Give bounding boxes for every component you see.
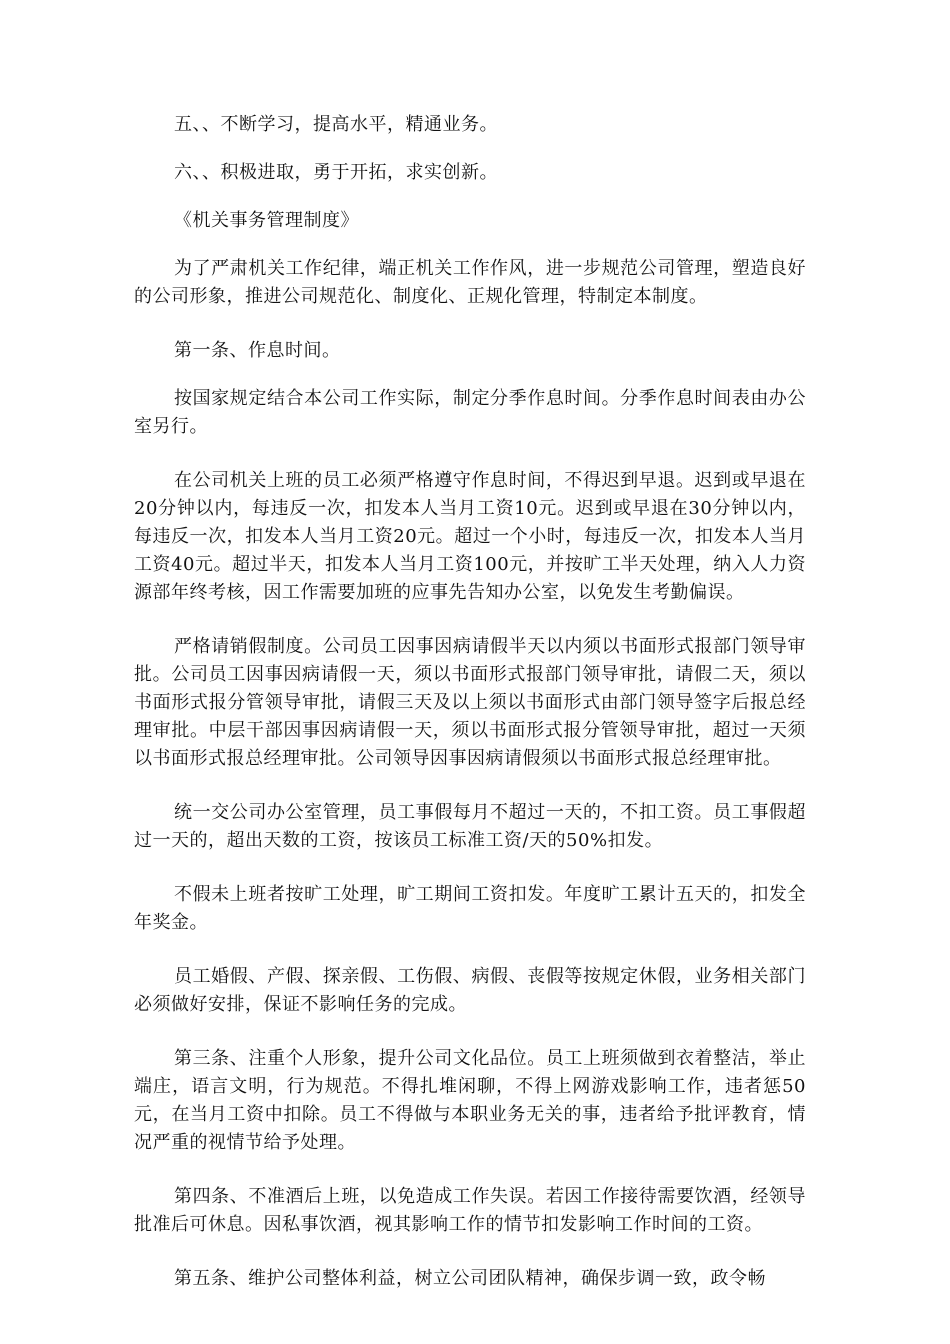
paragraph-absenteeism: 不假未上班者按旷工处理，旷工期间工资扣发。年度旷工累计五天的，扣发全年奖金。 xyxy=(134,884,806,933)
paragraph-schedule: 按国家规定结合本公司工作实际，制定分季作息时间。分季作息时间表由办公室另行。 xyxy=(134,388,806,437)
paragraph-article-5: 第五条、维护公司整体利益，树立公司团队精神，确保步调一致，政令畅 xyxy=(174,1268,766,1289)
paragraph-statutory-leave: 员工婚假、产假、探亲假、工伤假、病假、丧假等按规定休假，业务相关部门必须做好安排，保证不影响任务的完成。 xyxy=(134,966,806,1015)
paragraph-personal-leave: 统一交公司办公室管理，员工事假每月不超过一天的，不扣工资。员工事假超过一天的，超出天数的工资，按该员工标准工资/天的50%扣发。 xyxy=(134,802,806,851)
document-title: 《机关事务管理制度》 xyxy=(174,210,359,231)
paragraph-preamble: 为了严肃机关工作纪律，端正机关工作作风，进一步规范公司管理，塑造良好的公司形象，推进公司规范化、制度化、正规化管理，特制定本制度。 xyxy=(134,258,806,307)
paragraph-article-1-heading: 第一条、作息时间。 xyxy=(174,340,341,361)
paragraph-article-3: 第三条、注重个人形象，提升公司文化品位。员工上班须做到衣着整洁，举止端庄，语言文明，行为规范。不得扎堆闲聊，不得上网游戏影响工作，违者惩50元，在当月工资中扣除。员工不得做与本职业务无关的事，违者给予批评教育，情况严重的视情节给予处理。 xyxy=(134,1048,806,1153)
paragraph-item-5: 五、、不断学习，提高水平，精通业务。 xyxy=(174,114,498,135)
document-page xyxy=(134,111,806,1293)
paragraph-article-4: 第四条、不准酒后上班，以免造成工作失误。若因工作接待需要饮酒，经领导批准后可休息。因私事饮酒，视其影响工作的情节扣发影响工作时间的工资。 xyxy=(134,1186,806,1235)
paragraph-item-6: 六、、积极进取，勇于开拓，求实创新。 xyxy=(174,162,498,183)
paragraph-leave-rules: 严格请销假制度。公司员工因事因病请假半天以内须以书面形式报部门领导审批。公司员工因事因病请假一天，须以书面形式报部门领导审批，请假二天，须以书面形式报分管领导审批，请假三天及以上须以书面形式由部门领导签字后报总经理审批。中层干部因事因病请假一天，须以书面形式报分管领导审批，超过一天须以书面形式报总经理审批。公司领导因事因病请假须以书面形式报总经理审批。 xyxy=(134,636,806,769)
paragraph-lateness-rules: 在公司机关上班的员工必须严格遵守作息时间，不得迟到早退。迟到或早退在20分钟以内，每违反一次，扣发本人当月工资10元。迟到或早退在30分钟以内，每违反一次，扣发本人当月工资20元。超过一个小时，每违反一次，扣发本人当月工资40元。超过半天，扣发本人当月工资100元，并按旷工半天处理，纳入人力资源部年终考核，因工作需要加班的应事先告知办公室，以免发生考勤偏误。 xyxy=(134,470,806,603)
